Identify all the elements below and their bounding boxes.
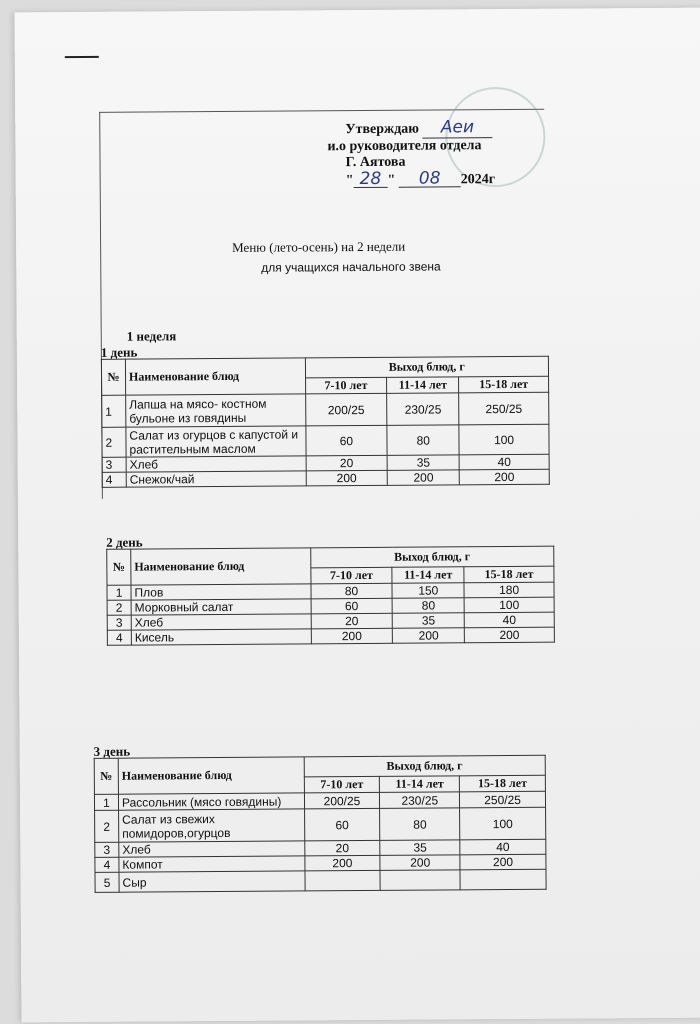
menu-title: Меню (лето-осень) на 2 недели bbox=[232, 238, 406, 255]
table-row: 1 Рассольник (мясо говядины) 200/25 230/25 250/25 bbox=[94, 791, 545, 810]
col-age-header: 7-10 лет bbox=[305, 377, 387, 394]
table-row: 3 Хлеб 20 35 40 bbox=[95, 839, 546, 857]
document-page bbox=[14, 8, 700, 1023]
date-month: 08 bbox=[399, 170, 461, 187]
table-row: 2 Морковный салат 60 80 100 bbox=[107, 597, 554, 615]
day-label: 2 день bbox=[106, 534, 143, 550]
signature: Аеи bbox=[440, 117, 475, 138]
day-table: № Наименование блюд Выход блюд, г 7-10 лет 11-14 лет 15-18 лет 1 Плов 80 150 180 2 Морковный салат 60 80 100 3 Хлеб 20 35 40 4 Кисель 200 200 200 bbox=[106, 546, 555, 646]
menu-subtitle: для учащихся начального звена bbox=[261, 259, 441, 275]
col-dish-header: Наименование блюд bbox=[125, 358, 305, 395]
corner-dash bbox=[65, 56, 99, 58]
approval-date: " 28 " 08 2024г bbox=[345, 168, 496, 190]
table-row: 4 Компот 200 200 200 bbox=[95, 854, 546, 872]
table-row: 2 Салат из огурцов с капустой и растительным маслом 60 80 100 bbox=[102, 424, 549, 457]
date-day: 28 bbox=[353, 171, 387, 188]
day-table: № Наименование блюд Выход блюд, г 7-10 лет 11-14 лет 15-18 лет 1 Рассольник (мясо говядины) 200/25 230/25 250/25 2 Салат из свежих помидоров,огурцов 60 80 100 3 Хлеб 20 35 40 4 Компот 200 200 200 5 Сыр bbox=[94, 755, 547, 893]
day-label: 1 день bbox=[100, 344, 138, 360]
table-row: 1 Лапша на мясо- костном бульоне из говядины 200/25 230/25 250/25 bbox=[102, 392, 549, 427]
col-age-header: 15-18 лет bbox=[459, 376, 549, 393]
day-label: 3 день bbox=[93, 743, 131, 759]
approval-line2: и.о руководителя отдела bbox=[327, 138, 482, 155]
table-row: 1 Плов 80 150 180 bbox=[107, 582, 554, 600]
col-num-header: № bbox=[101, 359, 125, 395]
approval-line1: Утверждаю bbox=[345, 121, 420, 138]
table-row: 4 Кисель 200 200 200 bbox=[107, 627, 554, 645]
date-year: 2024г bbox=[460, 172, 496, 188]
approval-line3: Г. Аятова bbox=[345, 154, 406, 171]
table-row: 2 Салат из свежих помидоров,огурцов 60 80 100 bbox=[95, 807, 546, 842]
day-table bbox=[101, 356, 550, 488]
table-row: 5 Сыр bbox=[95, 869, 546, 892]
signature-line bbox=[422, 119, 492, 138]
week-label: 1 неделя bbox=[126, 328, 177, 344]
approval-block bbox=[315, 119, 545, 190]
table-row: 3 Хлеб 20 35 40 bbox=[107, 612, 554, 630]
table-row: 3 Хлеб 20 35 40 bbox=[102, 454, 549, 472]
col-output-header: Выход блюд, г bbox=[305, 356, 549, 378]
table-row: 4 Снежок/чай 200 200 200 bbox=[102, 469, 549, 487]
col-age-header: 11-14 лет bbox=[387, 377, 459, 394]
